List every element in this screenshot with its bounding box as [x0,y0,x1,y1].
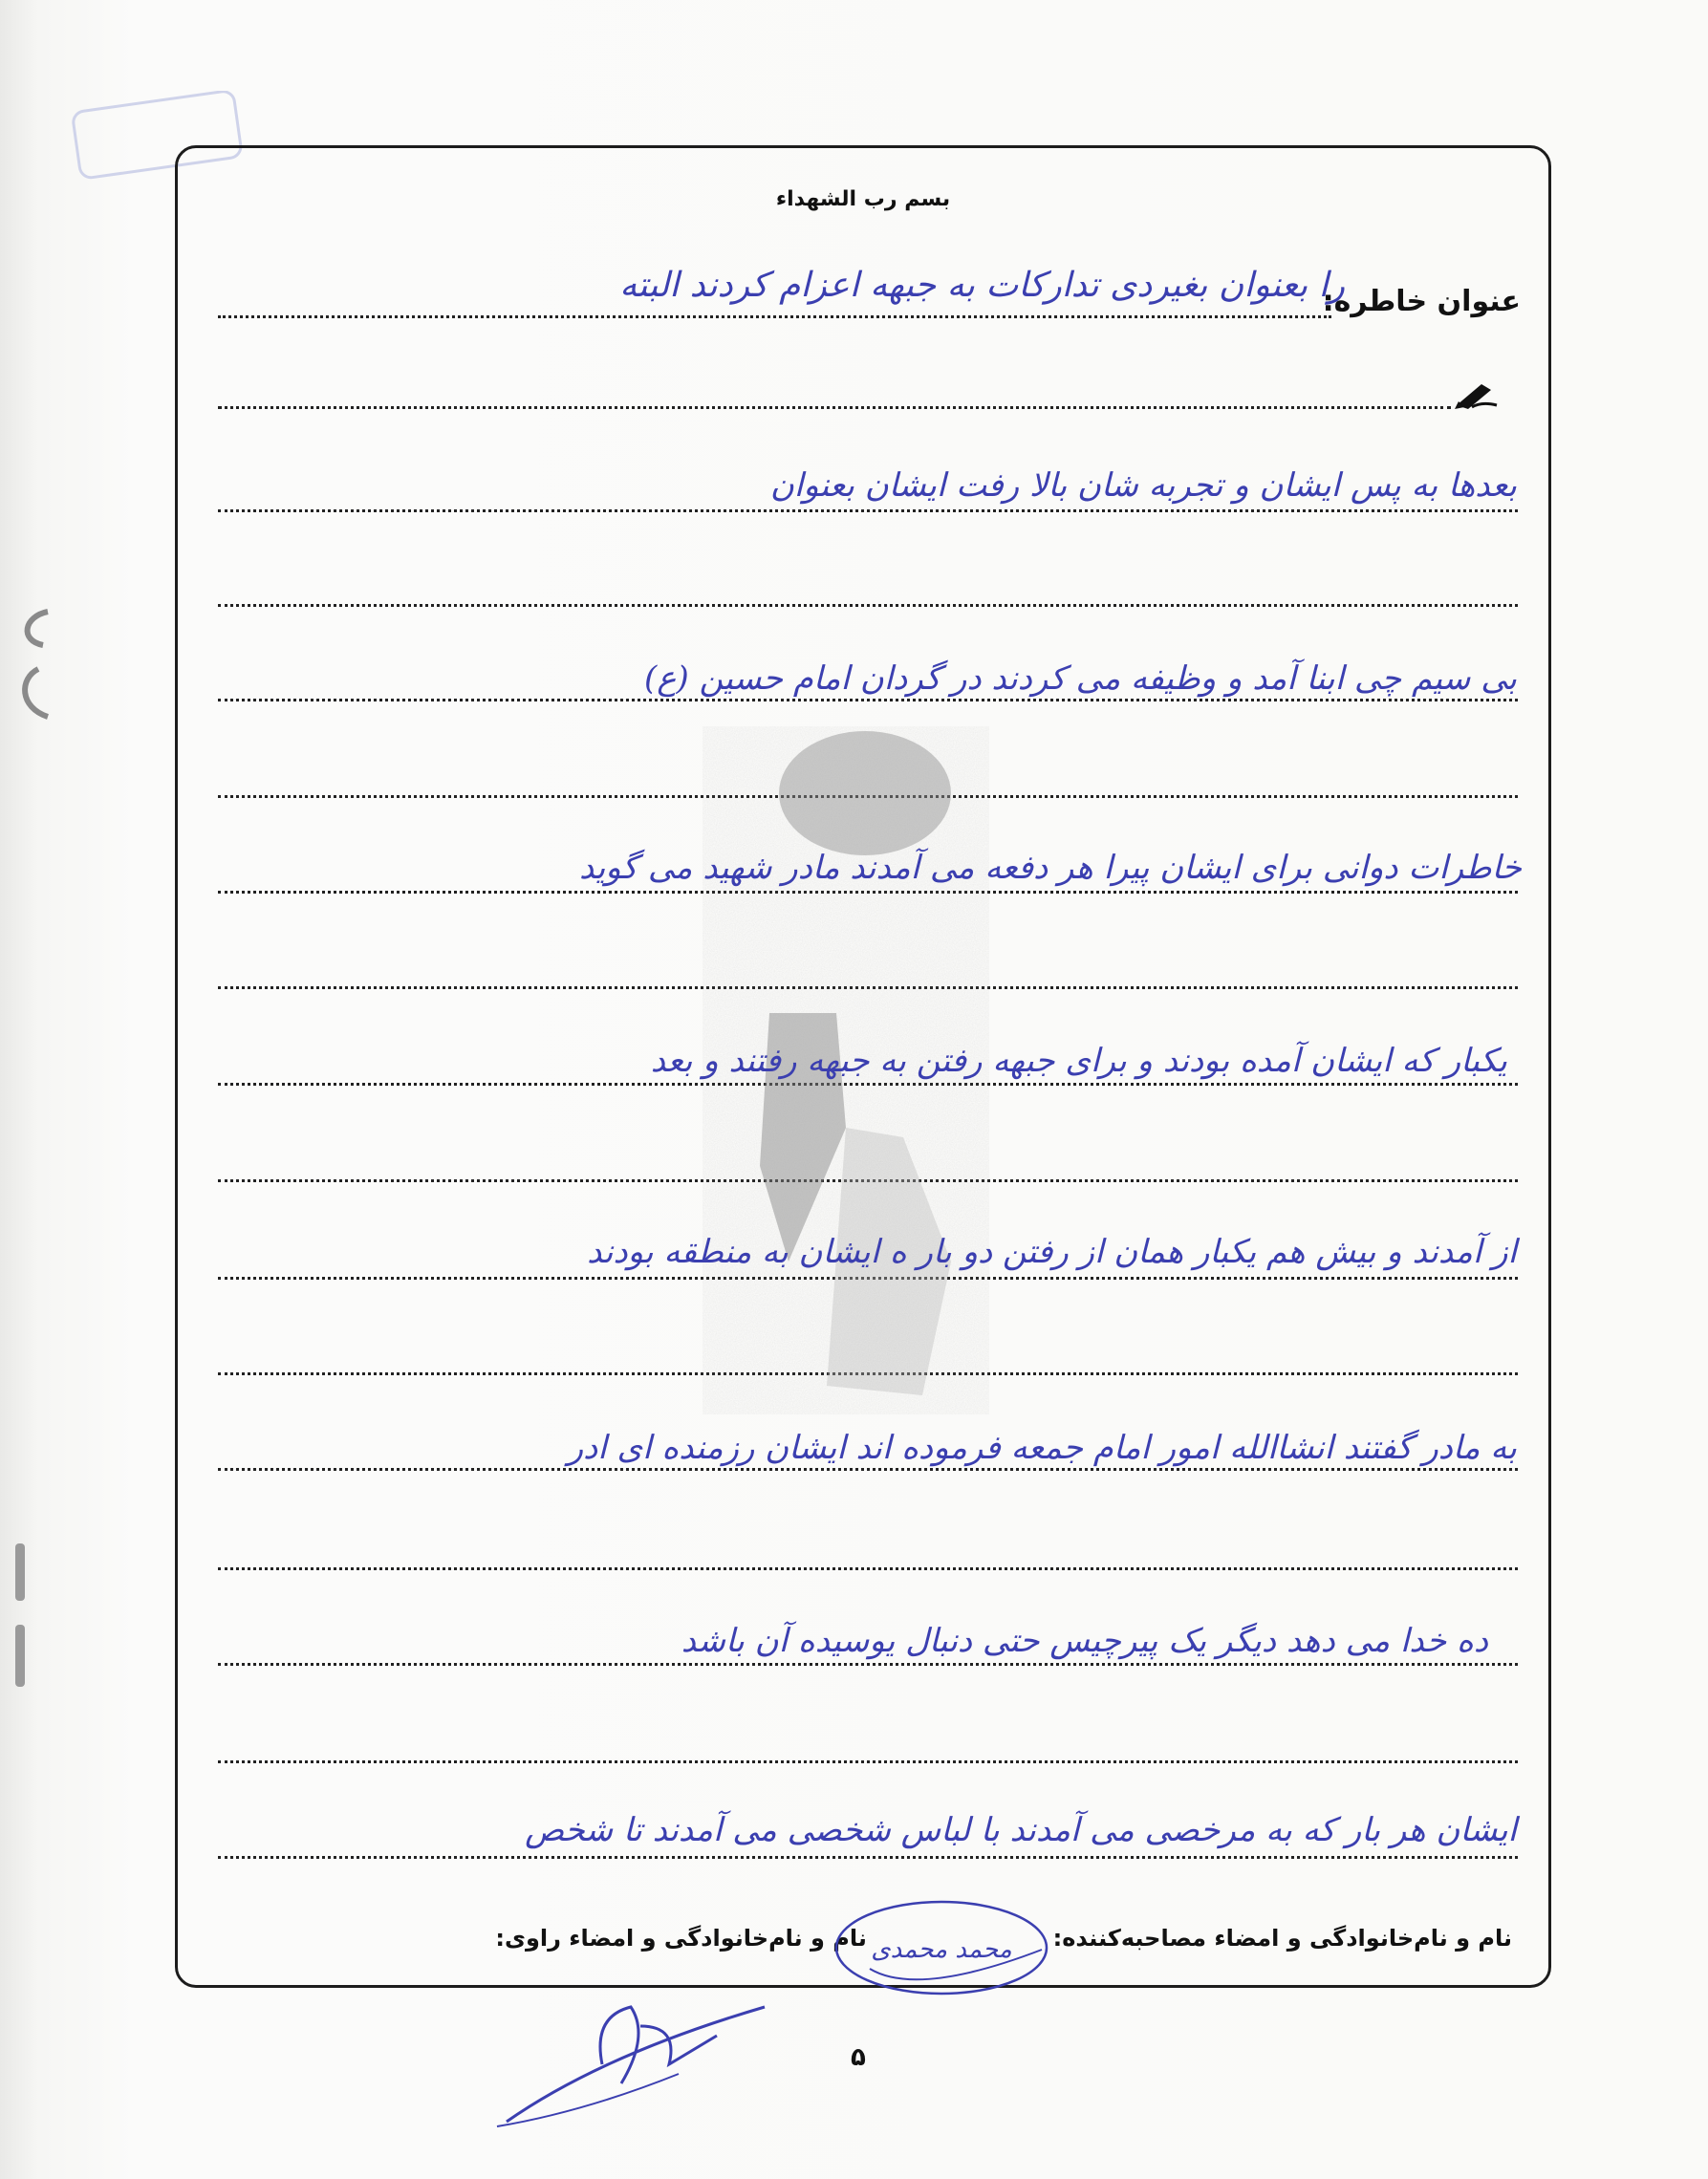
handwritten-line: بی سیم چی ابنا آمد و وظیفه می کردند در گردان امام حسین (ع) [643,659,1517,698]
narrator-label: نام و نام‌خانوادگی و امضاء راوی: [495,1925,867,1952]
dotted-line [218,1468,1518,1471]
handwritten-line: یکبار که ایشان آمده بودند و برای جبهه رفتن به جبهه رفتند و بعد [650,1042,1507,1080]
binding-staple-icon [10,602,67,755]
handwritten-line: ده خدا می دهد دیگر یک پیرچیس حتی دنبال یوسیده آن باشد [681,1622,1488,1660]
memory-title-label: عنوان خاطره: [1322,285,1521,318]
handwritten-line: خاطرات دوانی برای ایشان پیرا هر دفعه می آمدند مادر شهید می گوید [578,849,1522,887]
dotted-line [218,1760,1518,1763]
handwritten-line: از آمدند و بیش هم یکبار همان از رفتن دو بار ه ایشان به منطقه بودند [587,1233,1517,1271]
dotted-line [218,1567,1518,1570]
page-number: ۵ [851,2043,866,2072]
binding-staple-icon [8,1539,36,1692]
dotted-line [218,406,1451,409]
dotted-line [218,1856,1518,1859]
dotted-line [218,699,1518,701]
interviewer-signature [832,1892,1080,2007]
dotted-line [218,1663,1518,1666]
handwritten-line: به مادر گفتند انشاالله امور امام جمعه فرموده اند ایشان رزمنده ای ادر [567,1429,1517,1467]
interviewer-label: نام و نام‌خانوادگی و امضاء مصاحبه‌کننده: [1052,1925,1512,1952]
narrator-signature [487,1997,774,2131]
pen-writing-icon [1453,377,1501,411]
handwritten-line: ایشان هر بار که به مرخصی می آمدند با لباس شخصی می آمدند تا شخص [525,1811,1517,1849]
handwritten-line: بعدها به پس ایشان و تجربه شان بالا رفت ایشان بعنوان [769,466,1517,505]
dotted-line [218,315,1331,318]
dotted-line [218,509,1518,512]
interviewer-signature-text: محمد محمدی [871,1935,1012,1964]
dotted-line [218,604,1518,607]
handwritten-title: را بعنوان بغیردی تدارکات به جبهه اعزام کردند البته [619,266,1345,305]
page-header: بسم رب الشهداء [775,187,951,211]
